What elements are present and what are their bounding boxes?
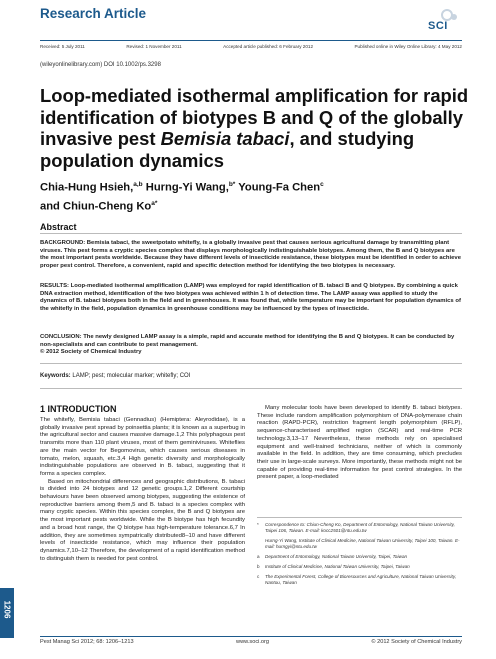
footnote-mark: a [257, 554, 260, 559]
abstract-copyright: © 2012 Society of Chemical Industry [40, 349, 142, 356]
intro-heading: 1 INTRODUCTION [40, 404, 117, 414]
right-column [257, 405, 462, 482]
keywords-label: Keywords: [40, 373, 71, 379]
footnote-text: Institute of Clinical Medicine, National Taiwan University, Taipei, Taiwan [265, 564, 410, 569]
keywords-list: LAMP; pest; molecular marker; whitefly; COI [72, 373, 191, 379]
author-list [40, 177, 470, 214]
footnote-mark: * [257, 522, 259, 527]
accepted-date: Accepted article published: 6 February 2012 [223, 44, 314, 49]
keywords [40, 373, 190, 379]
footnote-item [257, 522, 462, 534]
journal-citation: Pest Manag Sci 2012; 68: 1206–1213 [40, 639, 134, 645]
footnote-item [257, 538, 462, 550]
author-1-affil: a,b [133, 181, 143, 188]
doi-link[interactable]: (wileyonlinelibrary.com) DOI 10.1002/ps.3298 [40, 62, 161, 68]
abstract-rule [40, 233, 462, 234]
author-4: and Chiun-Cheng Ko [40, 200, 152, 213]
footnote-mark: c [257, 574, 260, 579]
received-date: Received: 5 July 2011 [40, 44, 85, 49]
page-number: 1206 [2, 600, 12, 619]
author-4-affil: a* [151, 199, 158, 207]
conclusion-text: CONCLUSION: The newly designed LAMP assay is a simple, rapid and accurate method for identifying the B and Q biotypes. It can be conducted by non-specialists and can contribute to pest management. [40, 334, 455, 348]
intro-paragraph-2: Based on mitochondrial differences and geographic distributions, B. tabaci is divided into 24 biotypes and 12 genetic groups.1,2 Different courtship behaviours have been observed among biotypes, suggesting the existence of reproductive barriers among them,5 and B. tabaci is a species complex with many cryptic species. Within this species complex, the B and Q biotypes are the most important pests worldwide. While the B biotype has high fecundity and a broad host range, the Q biotype has high-temperature tolerance.6,7 In addition, they are sometimes sympatrically distributed8–10 and have different levels of insecticide resistance, which may influence their population dynamics.7,10–12 Therefore, the development of a rapid identification method to distinguish them is needed for pest control. [40, 478, 245, 562]
footnote-mark [257, 538, 265, 550]
article-title [40, 85, 470, 171]
footnote-text: The Experimental Forest, College of Bioresources and Agriculture, National Taiwan University, Nantou, Taiwan [265, 574, 457, 585]
title-part1: Loop-mediated isothermal amplification for rapid identification of biotypes B and Q of the globally invasive pest [40, 85, 469, 149]
author-2-affil: b* [228, 181, 236, 188]
author-3: Young-Fa Chen [238, 181, 321, 194]
abstract-heading: Abstract [40, 222, 77, 232]
author-2: Hurng-Yi Wang, [145, 181, 229, 194]
keywords-rule-top [40, 363, 462, 364]
online-date: Published online in Wiley Online Library: 4 May 2012 [354, 44, 462, 49]
author-3-affil: c [320, 181, 324, 188]
footnote-text: Hurng-Yi Wang, Institute of Clinical Medicine, National Taiwan University, Taipei 100, Taiwan. E-mail: hurngyi@ntu.edu.tw [265, 538, 460, 549]
footnotes [257, 522, 462, 590]
abstract-conclusion [40, 334, 462, 357]
footnote-item [257, 554, 462, 560]
revised-date: Revised: 1 November 2011 [126, 44, 182, 49]
abstract-background: BACKGROUND: Bemisia tabaci, the sweetpotato whitefly, is a globally invasive pest that causes serious agricultural damage by transmitting plant viruses. This pest forms a cryptic species complex that displays morphologically indistinguishable biotypes. Among them, the B and Q biotypes are the most important pests worldwide. Because they have different levels of insecticide resistance, these biotypes must be identified in order to achieve proper pest control. Therefore, a convenient, rapid and specific detection method for identifying the two biotypes is necessary. [40, 240, 461, 269]
intro-paragraph-1: The whitefly, Bemisia tabaci (Gennadius) (Hemiptera: Aleyrodidae), is a globally invasive pest spread by poinsettia plants; it is known as a superbug in the agricultural sector and causes massive damage.1,2 This polyphagous pest transmits more than 110 plant viruses, most of them geminiviruses. Whiteflies are the main vector for Begomovirus, which causes serious diseases in tomato, melon, squash, etc.3,4 High genetic diversity and morphologically indistinguishable populations are observed in B. tabaci, suggesting that it forms a species complex. [40, 417, 245, 477]
title-part2: , and studying population dynamics [40, 128, 415, 171]
footer-rule [40, 636, 462, 637]
intro-paragraph-3: Many molecular tools have been developed to identify B. tabaci biotypes. These include random amplification polymorphism of DNA-polymerase chain reaction (RAPD-PCR), restriction fragment length polymorphism (RFLP), sequence-characterised amplified region (SCAR) and real-time PCR technology.3,13–17 Nevertheless, these methods rely on specialised equipment and well-trained technicians, neither of which is commonly available in the field. In addition, they are time consuming, which precludes their use in large-scale surveys. More importantly, these methods might not be capable of providing real-time information for pest control strategies. In the present paper, a loop-mediated [257, 405, 462, 481]
footnote-rule [257, 517, 462, 518]
footnote-mark: b [257, 564, 260, 569]
sci-logo-text: SCI [428, 20, 448, 32]
footer-copyright: © 2012 Society of Chemical Industry [371, 639, 462, 645]
left-column [40, 417, 245, 563]
journal-site-link[interactable]: www.soci.org [236, 639, 269, 645]
section-label: Research Article [40, 6, 147, 21]
footnote-text: Department of Entomology, National Taiwan University, Taipei, Taiwan [265, 554, 408, 559]
header-rule [40, 40, 462, 41]
footnote-item [257, 564, 462, 570]
keywords-rule-bottom [40, 388, 462, 389]
footnote-item [257, 574, 462, 586]
author-1: Chia-Hung Hsieh, [40, 181, 134, 194]
footer [40, 639, 462, 645]
footnote-text: Correspondence to: Chiun-Cheng Ko, Department of Entomology, National Taiwan University, Taipei 106, Taiwan. E-mail: kocc2501@ntu.edu.tw [265, 522, 455, 533]
title-species: Bemisia tabaci [160, 128, 290, 149]
abstract-results: RESULTS: Loop-mediated isothermal amplification (LAMP) was employed for rapid identification of B. tabaci B and Q biotypes. By combining a quick DNA extraction method, identification of the two biotypes was achieved within 1 h of detection time. The LAMP assay was applied to study the dynamics of B. tabaci biotypes both in the field and in greenhouses. It was found that, while temperature may be important for population dynamics of the whitefly in the field, population dynamics in greenhouse conditions may be influenced by the types of insecticide. [40, 283, 461, 312]
publication-dates [40, 44, 462, 49]
